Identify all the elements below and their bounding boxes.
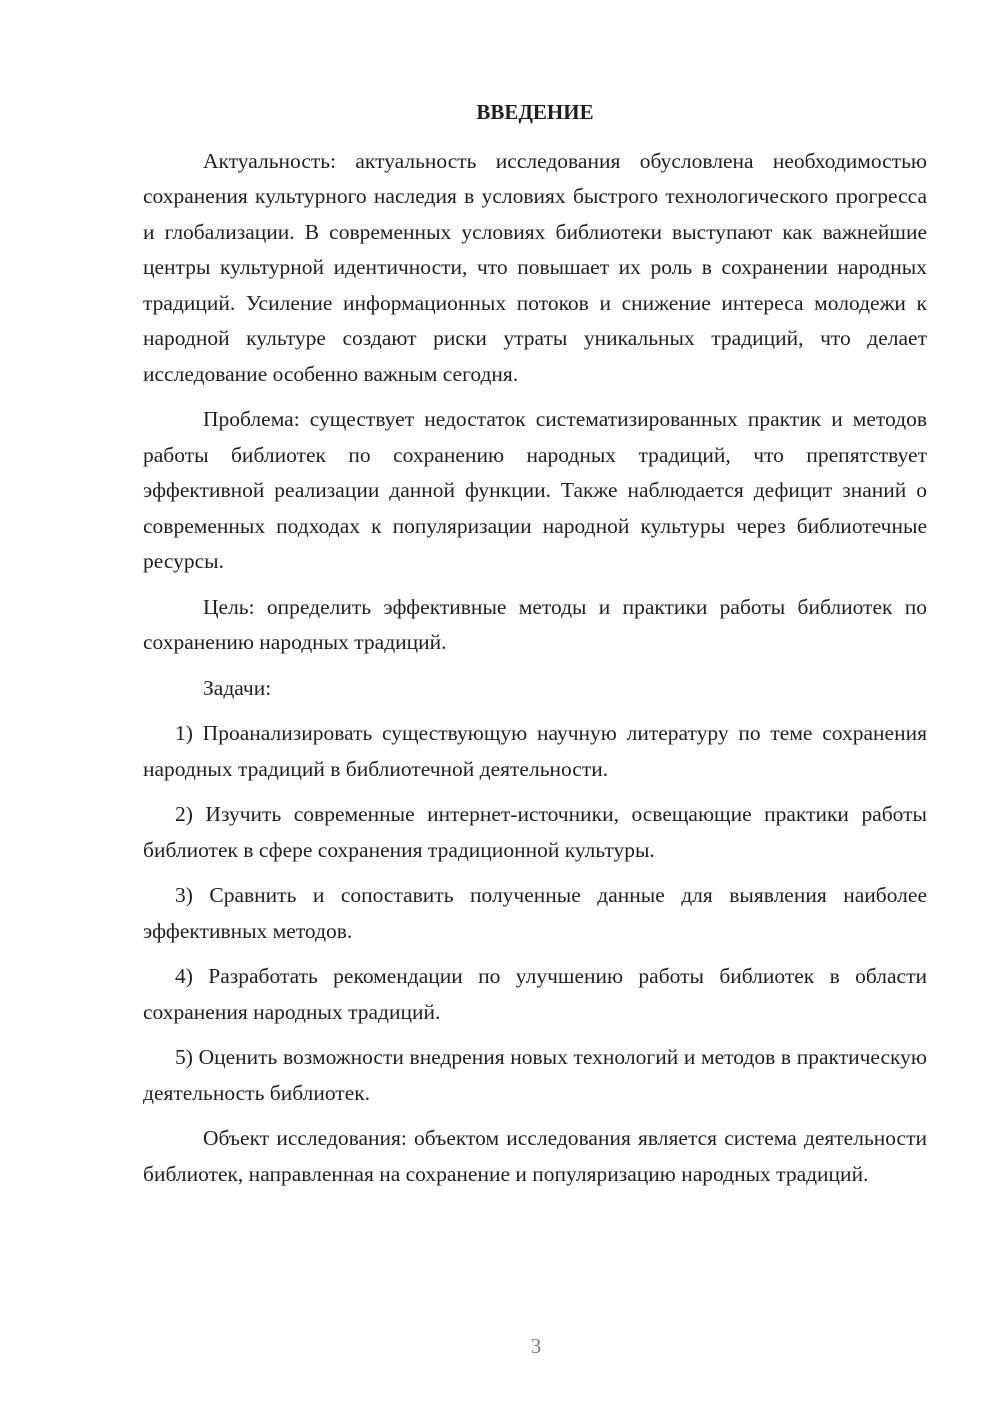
task-item-3: 3) Сравнить и сопоставить полученные данные для выявления наиболее эффективных методов.	[143, 883, 927, 943]
page-number: 3	[530, 1334, 542, 1358]
paragraph-goal: Цель: определить эффективные методы и практики работы библиотек по сохранению народных традиций.	[143, 594, 927, 654]
task-item-4: 4) Разработать рекомендации по улучшению работы библиотек в области сохранения народных традиций.	[143, 964, 927, 1024]
document-page	[143, 95, 927, 1202]
task-item-1: 1) Проанализировать существующую научную литературу по теме сохранения народных традиций в библиотечной деятельности.	[143, 721, 927, 781]
paragraph-relevance: Актуальность: актуальность исследования обусловлена необходимостью сохранения культурного наследия в условиях быстрого технологического прогресса и глобализации. В современных условиях библиотеки выступают как важнейшие центры культурной идентичности, что повышает их роль в сохранении народных традиций. Усиление информационных потоков и снижение интереса молодежи к народной культуре создают риски утраты уникальных традиций, что делает исследование особенно важным сегодня.	[143, 148, 927, 386]
task-item-2: 2) Изучить современные интернет-источники, освещающие практики работы библиотек в сфере сохранения традиционной культуры.	[143, 802, 927, 862]
task-item-5: 5) Оценить возможности внедрения новых технологий и методов в практическую деятельность библиотек.	[143, 1045, 927, 1105]
page-title: ВВЕДЕНИЕ	[476, 100, 594, 124]
tasks-heading: Задачи:	[203, 675, 272, 700]
tasks-list	[143, 716, 927, 1111]
paragraph-problem: Проблема: существует недостаток систематизированных практик и методов работы библиотек по сохранению народных традиций, что препятствует эффективной реализации данной функции. Также наблюдается дефицит знаний о современных подходах к популяризации народной культуры через библиотечные ресурсы.	[143, 407, 927, 573]
paragraph-object: Объект исследования: объектом исследования является система деятельности библиотек, направленная на сохранение и популяризацию народных традиций.	[143, 1126, 927, 1186]
